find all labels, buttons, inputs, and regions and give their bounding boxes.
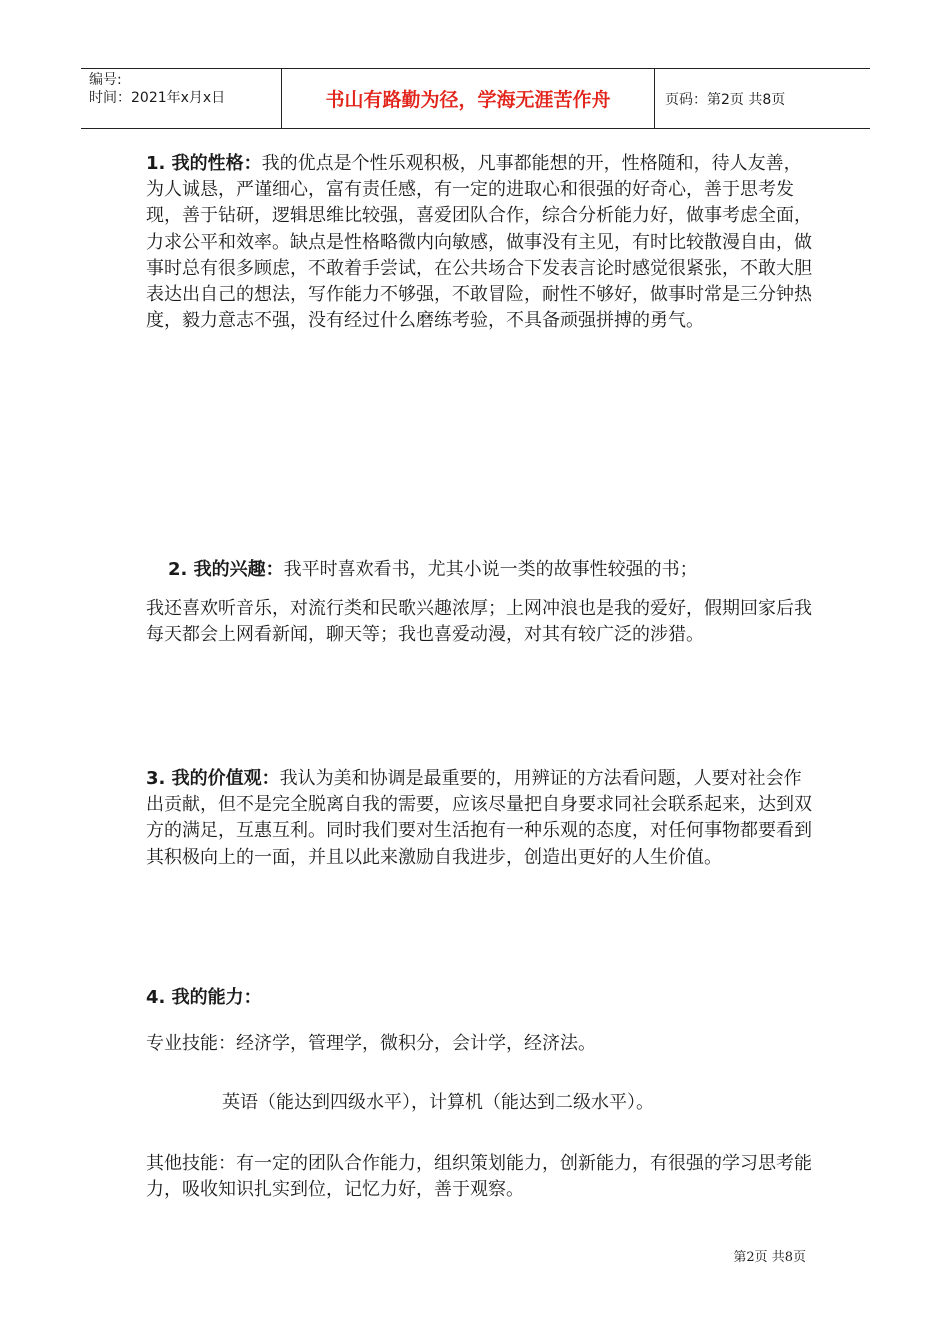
page-footer: 第2页 共8页 <box>733 1250 806 1265</box>
section-values <box>146 766 816 871</box>
header-motto: 书山有路勤为径，学海无涯苦作舟 <box>282 69 655 128</box>
section-text: 我还喜欢听音乐，对流行类和民歌兴趣浓厚；上网冲浪也是我的爱好，假期回家后我每天都会上网看新闻，聊天等；我也喜爱动漫，对其有较广泛的涉猎。 <box>146 598 812 646</box>
section-heading: 4. 我的能力： <box>146 987 262 1008</box>
section-heading: 3. 我的价值观： <box>146 768 280 789</box>
section-text: 其他技能：有一定的团队合作能力，组织策划能力，创新能力，有很强的学习思考能力，吸收知识扎实到位，记忆力好，善于观察。 <box>146 1153 812 1201</box>
document-number-label: 编号: <box>89 72 122 88</box>
section-abilities-heading <box>146 985 816 1011</box>
section-text: 我的优点是个性乐观积极，凡事都能想的开，性格随和，待人友善，为人诚恳，严谨细心，富有责任感，有一定的进取心和很强的好奇心，善于思考发现，善于钻研，逻辑思维比较强，喜爱团队合作，综合分析能力好，做事考虑全面，力求公平和效率。缺点是性格略微内向敏感，做事没有主见，有时比较散漫自由，做事时总有很多顾虑，不敢着手尝试，在公共场合下发表言论时感觉很紧张，不敢大胆表达出自己的想法，写作能力不够强，不敢冒险，耐性不够好，做事时常是三分钟热度，毅力意志不强，没有经过什么磨练考验，不具备顽强拼搏的勇气。 <box>146 153 812 332</box>
abilities-language <box>222 1090 892 1116</box>
abilities-professional <box>146 1031 816 1057</box>
section-text: 英语（能达到四级水平），计算机（能达到二级水平）。 <box>222 1092 654 1113</box>
section-interests-first-line <box>168 557 838 583</box>
document-header <box>81 68 870 129</box>
section-interests <box>146 596 816 648</box>
abilities-other <box>146 1151 816 1203</box>
section-heading: 2. 我的兴趣： <box>168 559 284 580</box>
header-meta <box>81 69 282 128</box>
section-heading: 1. 我的性格： <box>146 153 262 174</box>
section-text: 我认为美和协调是最重要的，用辨证的方法看问题，人要对社会作出贡献，但不是完全脱离自我的需要，应该尽量把自身要求同社会联系起来，达到双方的满足，互惠互利。同时我们要对生活抱有一种乐观的态度，对任何事物都要看到其积极向上的一面，并且以此来激励自我进步，创造出更好的人生价值。 <box>146 768 812 868</box>
header-page-info: 页码：第2页 共8页 <box>665 91 786 108</box>
section-personality <box>146 151 816 334</box>
section-text: 专业技能：经济学，管理学，微积分，会计学，经济法。 <box>146 1033 596 1054</box>
section-text: 我平时喜欢看书，尤其小说一类的故事性较强的书； <box>283 559 698 580</box>
document-time-label: 时间：2021年x月x日 <box>89 90 226 106</box>
